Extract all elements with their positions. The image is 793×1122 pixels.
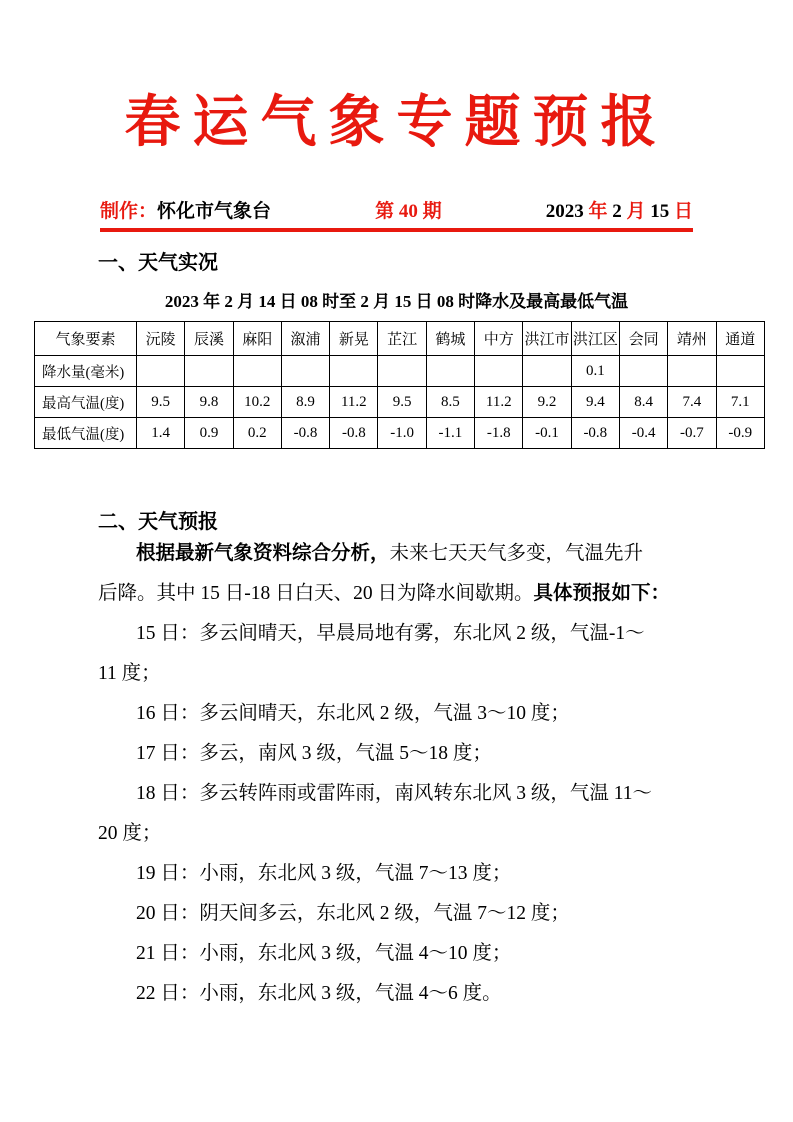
- forecast-line: 21 日：小雨，东北风 3 级，气温 4～10 度；: [136, 943, 512, 964]
- table-cell: 0.2: [233, 418, 281, 449]
- table-cell: 9.8: [185, 387, 233, 418]
- produced-label: 制作：: [100, 201, 158, 222]
- section2-heading: 二、天气预报: [98, 511, 218, 533]
- table-cell: [137, 356, 185, 387]
- table-header-cell: 会同: [619, 322, 667, 356]
- section2: [0, 505, 793, 1014]
- table-cell: -1.8: [475, 418, 523, 449]
- table-cell: -1.1: [426, 418, 474, 449]
- table-row-label: 最高气温(度): [35, 387, 137, 418]
- weather-table-title: 2023 年 2 月 14 日 08 时至 2 月 15 日 08 时降水及最高最低气温: [164, 292, 629, 311]
- table-cell: -0.7: [668, 418, 716, 449]
- table-cell: [523, 356, 571, 387]
- table-cell: 8.4: [619, 387, 667, 418]
- intro-line1-bold: 根据最新气象资料综合分析，: [136, 543, 390, 564]
- producer-name: 怀化市气象台: [157, 201, 272, 222]
- intro-line2-rest: 后降。其中 15 日-18 日白天、20 日为降水间歇期。: [98, 583, 534, 604]
- producer-block: [100, 196, 271, 223]
- intro-line-1: [98, 534, 697, 574]
- table-cell: 11.2: [475, 387, 523, 418]
- table-cell: -0.8: [571, 418, 619, 449]
- page-title: 春运气象专题预报: [124, 92, 669, 154]
- table-cell: -1.0: [378, 418, 426, 449]
- table-cell: -0.1: [523, 418, 571, 449]
- table-cell: 8.5: [426, 387, 474, 418]
- forecast-line: 11 度；: [98, 663, 161, 684]
- weather-table-head: [35, 322, 765, 356]
- table-cell: -0.8: [281, 418, 329, 449]
- table-header-cell: 辰溪: [185, 322, 233, 356]
- section1-heading: 一、天气实况: [98, 252, 218, 274]
- table-cell: -0.4: [619, 418, 667, 449]
- table-row: [35, 387, 765, 418]
- red-divider: [100, 228, 693, 232]
- table-row-label: 最低气温(度): [35, 418, 137, 449]
- table-cell: 0.9: [185, 418, 233, 449]
- date-day-unit: 日: [669, 201, 693, 222]
- table-header-cell: 洪江区: [571, 322, 619, 356]
- forecast-line: 22 日：小雨，东北风 3 级，气温 4～6 度。: [136, 983, 502, 1004]
- issue-header: [100, 196, 693, 223]
- table-cell: [233, 356, 281, 387]
- table-header-cell: 中方: [475, 322, 523, 356]
- table-header-cell: 沅陵: [137, 322, 185, 356]
- issue-date: [546, 196, 693, 223]
- table-cell: [716, 356, 764, 387]
- table-cell: 9.5: [137, 387, 185, 418]
- table-cell: 7.4: [668, 387, 716, 418]
- forecast-line: 20 度；: [98, 823, 162, 844]
- table-header-cell: 溆浦: [281, 322, 329, 356]
- table-cell: 10.2: [233, 387, 281, 418]
- forecast-line: 16 日：多云间晴天，东北风 2 级，气温 3～10 度；: [136, 703, 570, 724]
- date-day: 15: [650, 201, 670, 222]
- table-row: [35, 356, 765, 387]
- table-cell: -0.8: [330, 418, 378, 449]
- table-header-cell: 气象要素: [35, 322, 137, 356]
- table-header-row: [35, 322, 765, 356]
- table-header-cell: 麻阳: [233, 322, 281, 356]
- table-header-cell: 鹤城: [426, 322, 474, 356]
- table-cell: -0.9: [716, 418, 764, 449]
- table-row-label: 降水量(毫米): [35, 356, 137, 387]
- table-cell: 9.2: [523, 387, 571, 418]
- forecast-line: 18 日：多云转阵雨或雷阵雨，南风转东北风 3 级，气温 11～: [136, 783, 653, 804]
- forecast-line: 17 日：多云，南风 3 级，气温 5～18 度；: [136, 743, 492, 764]
- table-cell: [281, 356, 329, 387]
- table-cell: [619, 356, 667, 387]
- date-year: 2023: [545, 201, 584, 222]
- table-cell: 8.9: [281, 387, 329, 418]
- intro-line2-bold: 具体预报如下：: [533, 583, 671, 604]
- table-header-cell: 新晃: [330, 322, 378, 356]
- table-cell: [378, 356, 426, 387]
- forecast-lines: [0, 614, 793, 1014]
- table-cell: 11.2: [330, 387, 378, 418]
- table-cell: 0.1: [571, 356, 619, 387]
- intro-line-2: [98, 574, 697, 614]
- forecast-line: 19 日：小雨，东北风 3 级，气温 7～13 度；: [136, 863, 512, 884]
- forecast-line: 20 日：阴天间多云，东北风 2 级，气温 7～12 度；: [136, 903, 570, 924]
- table-header-cell: 靖州: [668, 322, 716, 356]
- table-cell: 7.1: [716, 387, 764, 418]
- issue-number: 第 40 期: [375, 201, 442, 222]
- weather-table-body: [35, 356, 765, 449]
- table-cell: [668, 356, 716, 387]
- date-month: 2: [612, 201, 622, 222]
- table-cell: [426, 356, 474, 387]
- forecast-line: 15 日：多云间晴天，早晨局地有雾，东北风 2 级，气温-1～: [136, 623, 645, 644]
- table-cell: 1.4: [137, 418, 185, 449]
- date-month-unit: 月: [621, 201, 651, 222]
- weather-table: [34, 321, 765, 449]
- table-header-cell: 芷江: [378, 322, 426, 356]
- table-header-cell: 洪江市: [523, 322, 571, 356]
- table-row: [35, 418, 765, 449]
- table-cell: 9.5: [378, 387, 426, 418]
- table-header-cell: 通道: [716, 322, 764, 356]
- table-cell: [475, 356, 523, 387]
- table-cell: [330, 356, 378, 387]
- intro-line1-rest: 未来七天天气多变，气温先升: [389, 543, 644, 564]
- table-cell: 9.4: [571, 387, 619, 418]
- table-cell: [185, 356, 233, 387]
- date-year-unit: 年: [583, 201, 613, 222]
